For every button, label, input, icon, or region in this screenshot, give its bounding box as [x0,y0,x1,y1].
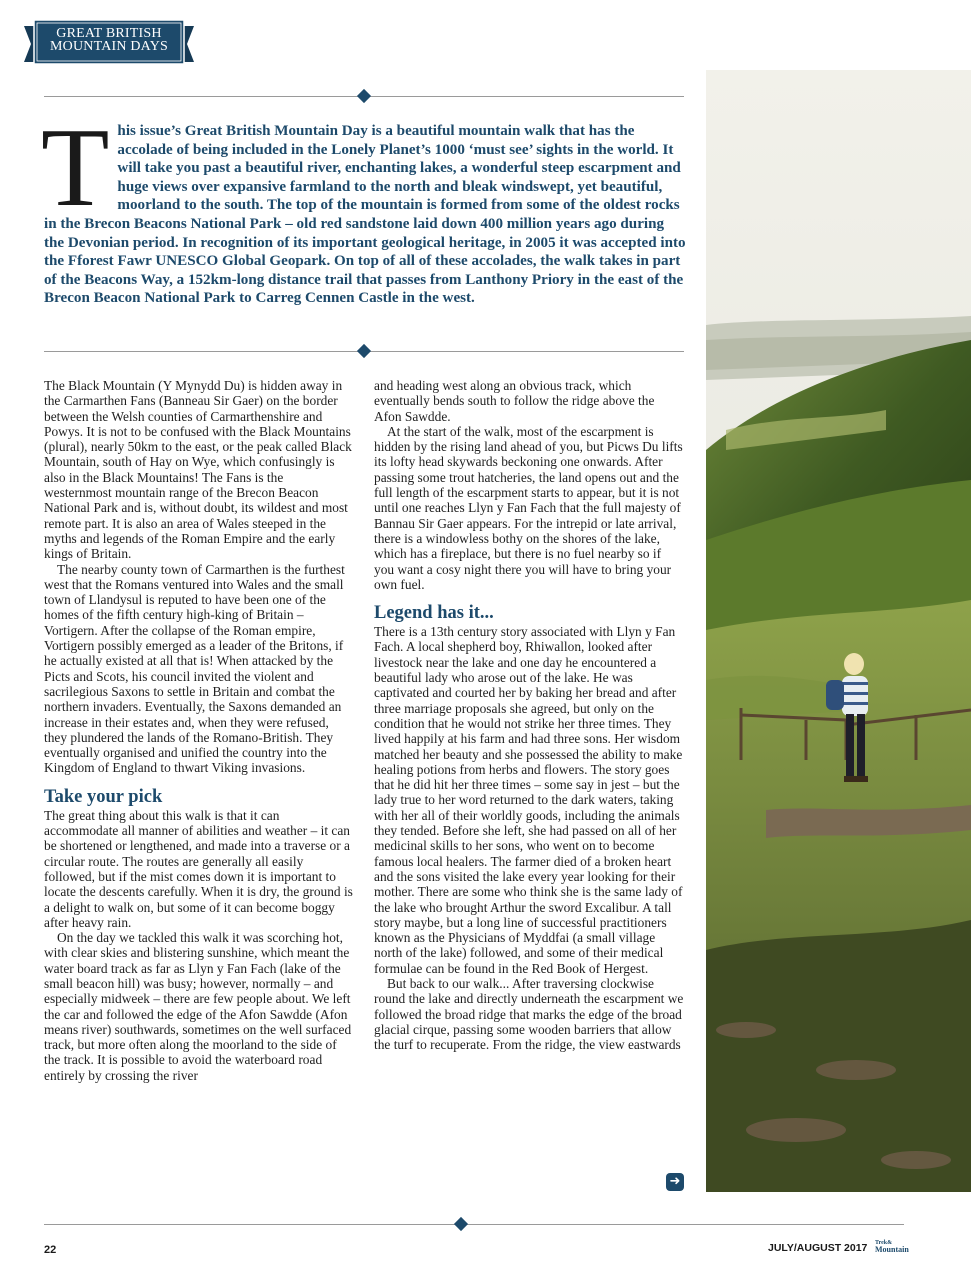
body-paragraph: The Black Mountain (Y Mynydd Du) is hidden away in the Carmarthen Fans (Banneau Sir Gaer) on the border between the Welsh counties of Carmarthenshire and Powys. It is not to be confused with the Black Mountains (plural), nearly 50km to the east, or the peak called Black Mountain, south of Hay on Wye, which confusingly is also in the Black Mountains! The Fans is the westernmost mountain range of the Brecon Beacon National Park and is, without doubt, its wildest and most remote part. It is also an area of Wales steeped in the myths and legends of the Roman Empire and the early kings of Britain. [44,378,352,562]
page-number: 22 [44,1244,57,1256]
body-paragraph: The nearby county town of Carmarthen is the furthest west that the Romans ventured into Wales and the small town of Llandysul is reputed to have been one of the homes of the fifth century high-king of Britain – Vortigern. After the collapse of the Roman empire, Vortigern possibly emerged as a leader of the Britons, if he actually existed at all that is! When attacked by the Picts and Scots, his council invited the violent and sacrilegious Saxons to settle in Britain and combat the northern invaders. Eventually, the Saxons demanded an increase in their estates and, when they were refused, they plundered the lands of the Romano-British. They eventually organised and unified the country into the Kingdom of England to thwart Viking invasions. [44,561,345,776]
intro-divider-diamond [357,344,371,358]
section-heading: Legend has it... [374,603,494,624]
logo-line-2: Mountain [875,1245,909,1254]
section-heading: Take your pick [44,786,163,807]
logo-line-1: Trek& [875,1240,893,1246]
drop-cap: T [41,106,110,230]
issue-date: JULY/AUGUST 2017 [768,1242,868,1254]
body-paragraph: There is a 13th century story associated with Llyn y Fan Fach. A local shepherd boy, Rhiwallon, looked after livestock near the lake and one day he encountered a beautiful lady who arose out of the lake. He was captivated and courted her by baking her bread and after three marriage proposals she agreed, but only on the condition that he would not strike her three times. They lived happily at his farm and had three sons. Her wisdom matched her beauty and she possessed the ability to make healing potions from herbs and flowers. The story goes that he did hit her three times – some say in jest – but the lady true to her word returned to the dark waters, taking with her all of their worldly goods, including the animals they tended. Before she left, she had passed on all of her medicinal skills to her sons, who went on to become famous local healers. The farmer died of a broken heart and the sons visited the lake every year looking for their mother. There are some who think she is the same lady of the lake who brought Arthur the sword Excalibur. A tall story maybe, but a long line of successful practitioners known as the Physicians of Myddfai (a small village north of the lake) followed, and some of their medical formulae can be found in the Red Book of Hergest. [374,624,683,976]
banner-line-2: MOUNTAIN DAYS [49,39,169,54]
body-paragraph: and heading west along an obvious track, which eventually bends south to follow the ridge above the Afon Sawdde. [374,378,655,424]
banner-line-1: GREAT BRITISH [56,26,162,41]
arrow-right-icon: ➜ [666,1173,684,1191]
intro-standfirst [41,106,686,308]
bottom-divider [44,1224,904,1225]
banner-title [24,27,194,53]
photo-illustration [706,70,971,1192]
hiker-landscape-photo [706,70,971,1192]
magazine-logo [875,1240,911,1256]
bottom-divider-diamond [454,1217,468,1231]
body-column-left [44,378,354,1083]
body-column-right [374,378,684,1052]
body-paragraph: The great thing about this walk is that it can accommodate all manner of abilities and weather – it can be shortened or lengthened, and made into a traverse or a circular route. The routes are generally all easily followed, but if the mist comes down it is important to locate the descents carefully. When it is dry, the ground is a delight to walk on, but some of it can become boggy after heavy rain. [44,807,353,930]
body-paragraph: On the day we tackled this walk it was scorching hot, with clear skies and blistering sunshine, which meant the water board track as far as Llyn y Fan Fach (lake of the small beacon hill) was busy; however, normally – and especially midweek – there are few people about. We left the car and followed the edge of the Afon Sawdde (Afon means river) southwards, sometimes on the well surfaced track, but more often along the moorland to the side of the track. It is possible to avoid the waterboard road entirely by crossing the river [44,930,352,1083]
intro-text: his issue’s Great British Mountain Day is a beautiful mountain walk that has the accolade of being included in the Lonely Planet’s 1000 ‘must see’ sights in the world. It will take you past a beautiful river, enchanting lakes, a wonderful steep escarpment and huge views over expansive farmland to the north and bleak windswept, yet beautiful, moorland to the south. The top of the mountain is formed from some of the oldest rocks in the Brecon Beacons National Park – old red sandstone laid down 400 million years ago during the Devonian period. In recognition of its important geological heritage, in 2005 it was accepted into the Fforest Fawr UNESCO Global Geopark. On top of all of these accolades, the walk takes in part of the Beacons Way, a 152km-long distance trail that passes from Lanthony Priory in the east of the Brecon Beacon National Park to Carreg Cennen Castle in the west. [44,123,686,307]
section-banner [24,18,194,70]
top-divider-diamond [357,89,371,103]
body-paragraph: At the start of the walk, most of the escarpment is hidden by the rising land ahead of you, but Picws Du lifts its lofty head skywards beckoning one onwards. After passing some trout hatcheries, the land opens out and the full length of the escarpment starts to appear, but it is not until one reaches Llyn y Fan Fach that the full majesty of Bannau Sir Gaer appears. For the intrepid or late arrival, there is a windowless bothy on the shores of the lake, which has a fireplace, but there is no fuel nearby so if you want a cosy night there you will have to bring your own fuel. [374,423,683,592]
body-paragraph: But back to our walk... After traversing clockwise round the lake and directly underneath the escarpment we followed the broad ridge that marks the edge of the broad glacial cirque, passing some wooden barriers that allow the turf to recuperate. From the ridge, the view eastwards [374,975,684,1053]
